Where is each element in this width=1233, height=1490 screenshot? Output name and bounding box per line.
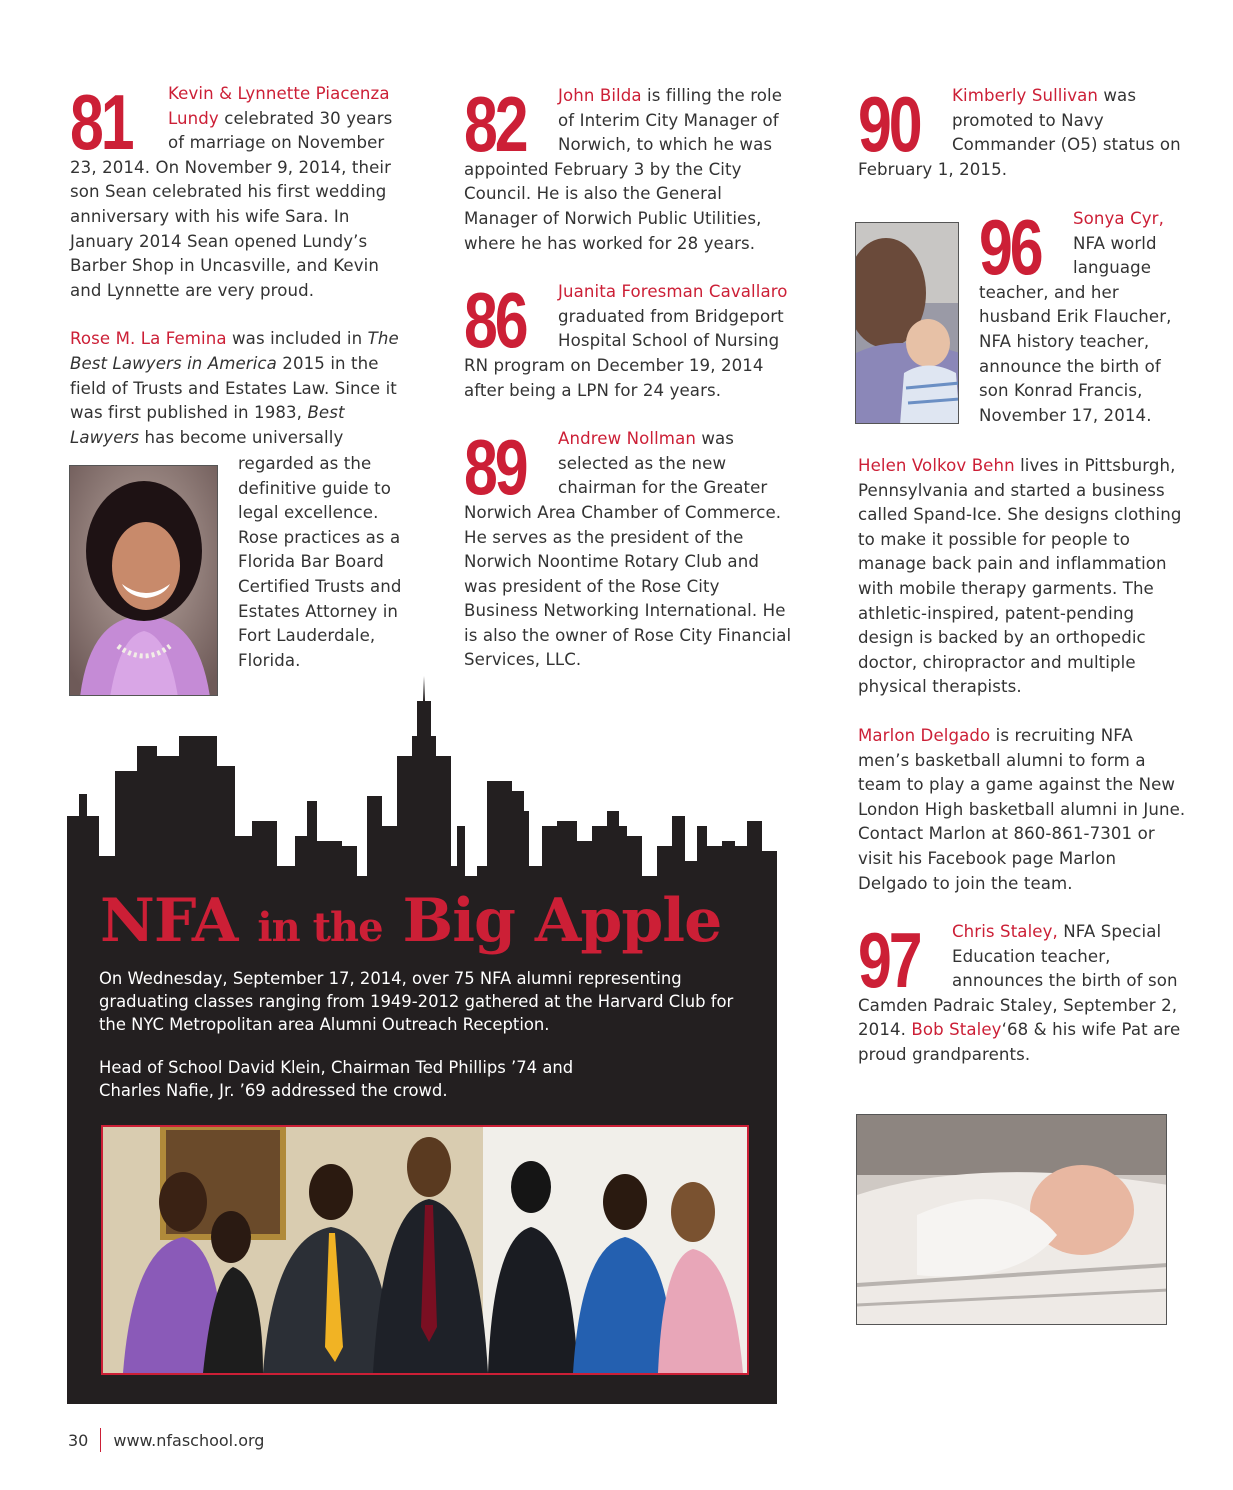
alumni-name: Rose M. La Femina [70, 329, 227, 349]
class-year-97: 97 [858, 916, 920, 1005]
note-text: NFA world language teacher, and her husband Erik Flaucher, NFA history teacher, announce the birth of son Konrad Francis, November 17, 2014. [979, 233, 1172, 425]
class-note-97 [858, 916, 1188, 1068]
note-text: 2015 in the field of Trusts and Estates Law. Since it was first published in 1983, [70, 353, 397, 423]
class-year-90: 90 [858, 80, 920, 168]
title-part: NFA [100, 886, 238, 956]
alumni-name: Sonya Cyr, [1073, 209, 1164, 228]
note-text: is filling the role of Interim City Manager of Norwich, to which he was appointed February 3 by the City Council. He is also the General Manager of Norwich Public Utilities, where he has worked for 28 years. [464, 86, 783, 253]
class-note-81 [70, 78, 400, 303]
class-note-86 [464, 276, 792, 403]
title-part: in the [257, 904, 383, 951]
rose-portrait-photo [69, 465, 218, 696]
feature-title [100, 886, 721, 956]
class-year-82: 82 [464, 80, 526, 168]
title-part: Big Apple [402, 886, 722, 956]
book-title: Best Lawyers [70, 403, 345, 447]
note-text: was promoted to Navy Commander (O5) status on February 1, 2015. [858, 86, 1181, 179]
column-3-lower [858, 454, 1188, 1092]
class-note-90 [858, 80, 1188, 182]
page-number: 30 [68, 1430, 89, 1450]
class-note-rose [70, 327, 400, 450]
class-year-96: 96 [979, 203, 1041, 291]
class-note-marlon [858, 724, 1188, 896]
website-link[interactable]: www.nfaschool.org [113, 1430, 265, 1450]
note-text: graduated from Bridgeport Hospital School of Nursing RN program on December 19, 2014 after being a LPN for 24 years. [464, 306, 784, 400]
note-text: NFA Special Education teacher, announces the birth of son Camden Padraic Staley, September 2, 2014. [858, 922, 1178, 1040]
class-year-86: 86 [464, 276, 526, 365]
alumni-name: Kevin & Lynnette Piacenza Lundy [168, 84, 390, 128]
note-text: was included in [226, 329, 368, 349]
footer-divider [100, 1428, 101, 1452]
class-note-82 [464, 80, 792, 256]
class-note-helen [858, 454, 1188, 700]
alumni-name: Andrew Nollman [558, 429, 696, 449]
note-text: was selected as the new chairman for the Greater Norwich Area Chamber of Commerce. He serves as the president of the Norwich Noontime Rotary Club and was president of the Rose City Business Networking International. He is also the owner of Rose City Financial Services, LLC. [464, 429, 792, 670]
feature-paragraph: On Wednesday, September 17, 2014, over 75 NFA alumni representing graduating classes ranging from 1949-2012 gathered at the Harvard Club for the NYC Metropolitan area Alumni Outreach Reception. [99, 969, 734, 1034]
alumni-name: Helen Volkov Behn [858, 456, 1015, 475]
class-note-89 [464, 423, 792, 673]
alumni-name: John Bilda [558, 86, 642, 105]
alumni-group-photo [101, 1125, 749, 1375]
alumni-name: Chris Staley, [952, 922, 1058, 942]
rose-text-wrap [238, 452, 408, 697]
feature-paragraph: Head of School David Klein, Chairman Ted Phillips ’74 and Charles Nafie, Jr. ’69 addressed the crowd. [99, 1058, 574, 1100]
note-text: lives in Pittsburgh, Pennsylvania and started a business called Spand-Ice. She designs clothing to make it possible for people to manage back pain and inflammation with mobile therapy garments. The athletic-inspired, patent-pending design is backed by an orthopedic doctor, chiropractor and multiple physical therapists. [858, 456, 1182, 697]
note-text: ‘68 & his wife Pat are proud grandparents. [858, 1020, 1181, 1065]
page-footer [68, 1428, 264, 1452]
note-text: has become universally [139, 427, 344, 447]
alumni-name: Kimberly Sullivan [952, 86, 1099, 105]
newborn-photo [856, 1114, 1167, 1325]
book-title: The Best Lawyers in America [70, 329, 399, 373]
column-1 [70, 78, 400, 450]
note-text: regarded as the definitive guide to legal excellence. Rose practices as a Florida Bar Board Certified Trusts and Estates Attorney in Fort Lauderdale, Florida. [238, 454, 402, 670]
class-year-89: 89 [464, 423, 526, 512]
feature-body [99, 967, 749, 1122]
alumni-name: Bob Staley [911, 1020, 1002, 1040]
column-3 [858, 80, 1188, 206]
note-text: is recruiting NFA men’s basketball alumni to form a team to play a game against the New London High basketball alumni in June. Contact Marlon at 860-861-7301 or visit his Facebook page Marlon Delgado to join the team. [858, 725, 1186, 893]
alumni-name: Juanita Foresman Cavallaro [558, 282, 788, 302]
class-note-96 [979, 203, 1179, 452]
note-text: celebrated 30 years of marriage on November 23, 2014. On November 9, 2014, their son Sean celebrated his first wedding anniversary with his wife Sara. In January 2014 Sean opened Lundy’s Barber Shop in Uncasville, and Kevin and Lynnette are very proud. [70, 108, 393, 300]
father-baby-photo [855, 222, 959, 424]
alumni-name: Marlon Delgado [858, 725, 991, 745]
column-2 [464, 80, 792, 697]
class-year-81: 81 [70, 78, 132, 166]
